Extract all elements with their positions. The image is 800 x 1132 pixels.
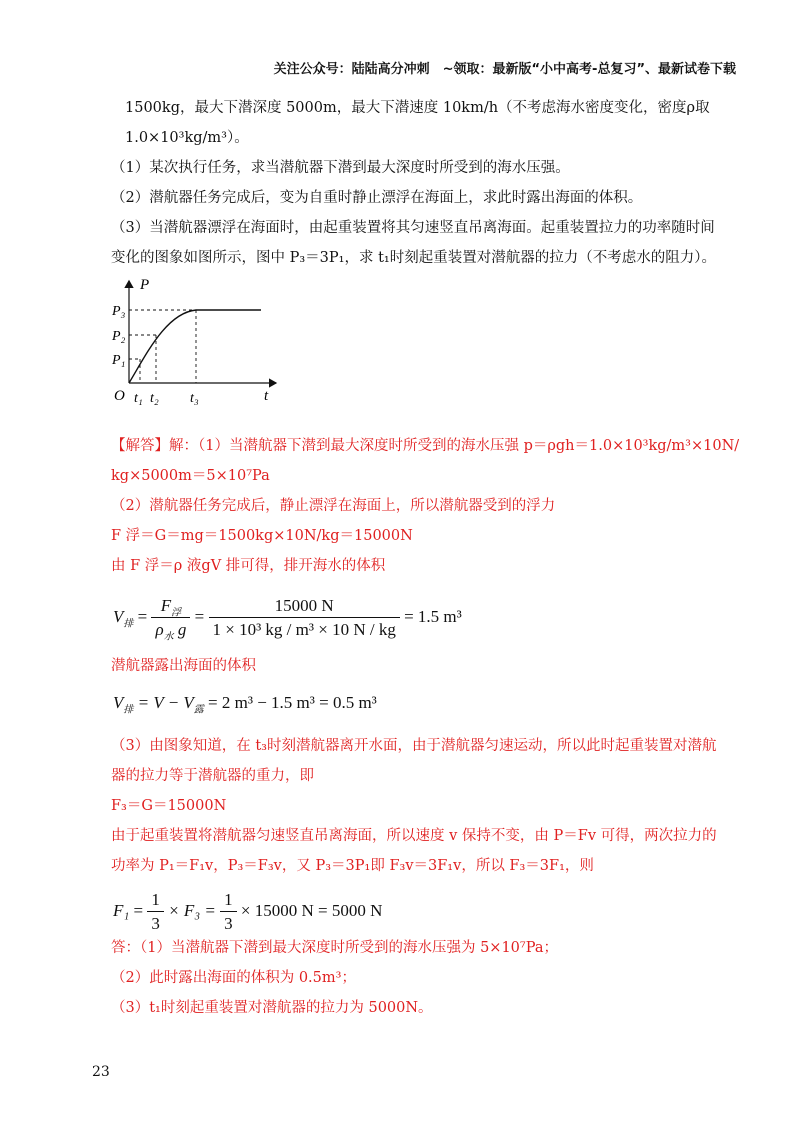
question-part-3a: （3）当潜航器漂浮在海面时，由起重装置将其匀速竖直吊离海面。起重装置拉力的功率随时间 xyxy=(111,220,715,236)
solution-line-3a: （3）由图象知道，在 t₃时刻潜航器离开水面，由于潜航器匀速运动，所以此时起重装置对潜航 xyxy=(111,738,717,754)
question-line-1: 1500kg，最大下潜深度 5000m，最大下潜速度 10km/h（不考虑海水密度变化，密度ρ取 xyxy=(125,100,710,116)
guide-lines xyxy=(129,310,196,383)
solution-line-3d: 由于起重装置将潜航器匀速竖直吊离海面，所以速度 v 保持不变，由 P＝Fv 可得，两次拉力的 xyxy=(111,828,717,844)
f1-den-sub: 水 xyxy=(163,631,174,643)
solution-line-1b: kg×5000m＝5×10⁷Pa xyxy=(111,468,270,484)
solution-line-3e: 功率为 P₁＝F₁v，P₃＝F₃v，又 P₃＝3P₁即 F₃v＝3F₁v，所以 F₃＝3F₁，则 xyxy=(111,858,594,874)
solution-line-3c: F₃＝G＝15000N xyxy=(111,798,227,814)
solution-line-2b: F 浮＝G＝mg＝1500kg×10N/kg＝15000N xyxy=(111,528,413,544)
question-line-2: 1.0×10³kg/m³）。 xyxy=(125,130,249,146)
f1-num-f: F xyxy=(160,596,172,615)
f1-den-rho: ρ xyxy=(155,620,164,639)
tick-p3: P₃ xyxy=(112,304,126,319)
f3-frac-a xyxy=(147,890,164,934)
f2-rest: = 2 m³ − 1.5 m³ = 0.5 m³ xyxy=(208,693,377,712)
f3-lhs: F₁ xyxy=(113,900,130,920)
formula-displaced-volume: $V_排$ = $\frac{F_浮}{\rho_水 g}$ = $\frac{15000 N}{\text{1 × 10³ kg / m³ × 10 N / kg}}$ = 1.5 m³ xyxy=(113,596,462,643)
f2-sub: 排 xyxy=(123,704,134,716)
f1-big-den: 1 × 10³ kg / m³ × 10 N / kg xyxy=(212,620,396,639)
f3-frac-b-num: 1 xyxy=(220,890,237,912)
solution-line-2a: （2）潜航器任务完成后，静止漂浮在海面上，所以潜航器受到的浮力 xyxy=(111,498,556,514)
f3-frac-b xyxy=(220,890,237,934)
f1-num-sub: 浮 xyxy=(171,607,182,619)
f2-body: = V − V xyxy=(137,693,194,712)
f1-symbol-fraction xyxy=(151,596,190,643)
f3-end: × 15000 N = 5000 N xyxy=(240,900,383,920)
question-part-2: （2）潜航器任务完成后，变为自重时静止漂浮在海面上，求此时露出海面的体积。 xyxy=(111,190,643,206)
solution-line-2d: 潜航器露出海面的体积 xyxy=(111,658,256,674)
solution-tag: 【解答】 xyxy=(111,438,169,454)
f2-v: V xyxy=(113,693,124,712)
tick-t2: t₂ xyxy=(150,391,159,406)
tick-p1: P₁ xyxy=(112,353,126,368)
f2-sub-lu: 露 xyxy=(193,704,204,716)
power-curve xyxy=(129,310,261,383)
solution-text: 解：（1）当潜航器下潜到最大深度时所受到的海水压强 p＝ρgh＝1.0×10³kg/m³×10N/ xyxy=(169,438,740,454)
f1-result: = 1.5 m³ xyxy=(404,606,462,626)
f3-mid: × F₃ = xyxy=(168,900,216,920)
tick-p2: P₂ xyxy=(112,329,126,344)
f1-v: V xyxy=(113,606,124,626)
y-axis-label: P xyxy=(140,277,150,293)
f1-sub: 排 xyxy=(123,618,134,630)
answer-line-3: （3）t₁时刻起重装置对潜航器的拉力为 5000N。 xyxy=(111,1000,433,1016)
formula-exposed-volume xyxy=(113,693,377,716)
power-time-graph xyxy=(106,275,286,410)
question-part-1: （1）某次执行任务，求当潜航器下潜到最大深度时所受到的海水压强。 xyxy=(111,160,570,176)
question-part-3b: 变化的图象如图所示，图中 P₃＝3P₁，求 t₁时刻起重装置对潜航器的拉力（不考虑水的阻力）。 xyxy=(111,250,716,266)
solution-line-1a xyxy=(111,436,739,456)
tick-t3: t₃ xyxy=(190,391,199,406)
solution-line-3b: 器的拉力等于潜航器的重力，即 xyxy=(111,768,314,784)
f1-value-fraction xyxy=(209,596,400,640)
f1-big-num: 15000 N xyxy=(209,596,400,618)
page-number: 23 xyxy=(92,1064,110,1080)
origin-label: O xyxy=(114,388,125,404)
answer-line-2: （2）此时露出海面的体积为 0.5m³； xyxy=(111,970,356,986)
answer-line-1: 答：（1）当潜航器下潜到最大深度时所受到的海水压强为 5×10⁷Pa； xyxy=(111,940,558,956)
f3-frac-a-den: 3 xyxy=(151,914,160,933)
tick-t1: t₁ xyxy=(134,391,143,406)
formula-tension: F₁ = $\frac{1}{3}$ × F₃ = $\frac{1}{3}$ × 15000 N = 5000 N xyxy=(113,890,383,933)
f1-den-g: g xyxy=(177,620,187,639)
x-axis-label: t xyxy=(264,388,269,404)
f3-frac-a-num: 1 xyxy=(147,890,164,912)
f3-frac-b-den: 3 xyxy=(224,914,233,933)
solution-line-2c: 由 F 浮＝ρ 液gV 排可得，排开海水的体积 xyxy=(111,558,386,574)
page-header: 关注公众号：陆陆高分冲刺 ~领取：最新版“小中高考-总复习”、最新试卷下载 xyxy=(273,62,736,77)
